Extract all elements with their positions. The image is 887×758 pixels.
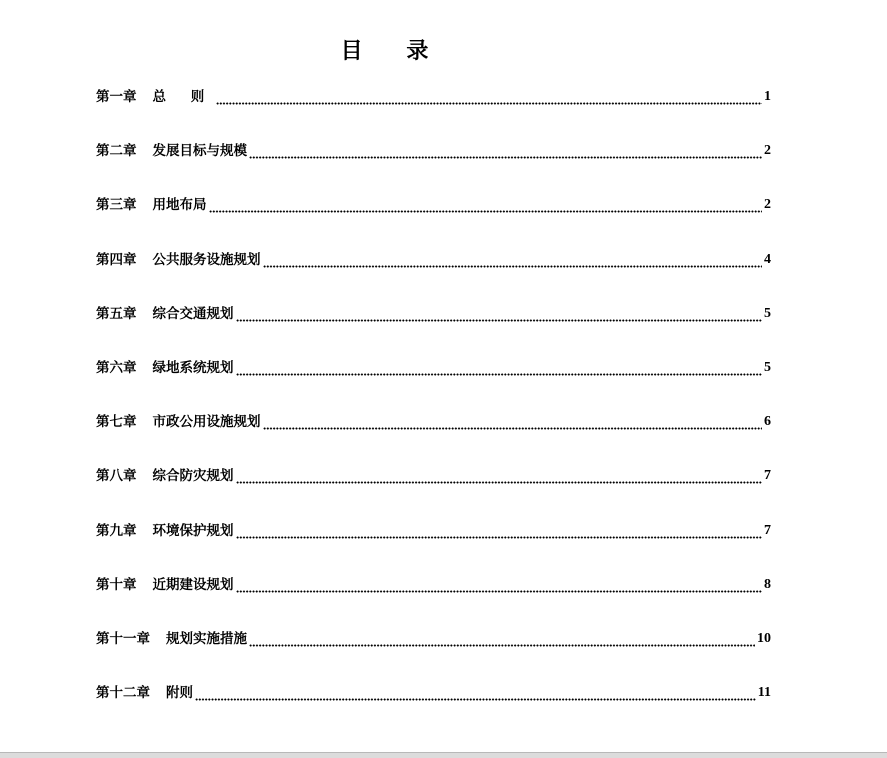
toc-chapter-number: 第八章	[96, 468, 137, 485]
toc-chapter-number: 第九章	[96, 522, 137, 539]
toc-entry-9[interactable]	[96, 518, 771, 572]
toc-entry-4[interactable]	[96, 247, 771, 301]
toc-chapter-number: 第二章	[96, 143, 137, 160]
toc-chapter-name: 发展目标与规模	[152, 143, 247, 160]
dot-leader	[209, 192, 763, 218]
toc-chapter-number: 第四章	[96, 251, 137, 268]
toc-entry-7[interactable]	[96, 409, 771, 463]
toc-chapter-name: 环境保护规划	[152, 522, 234, 539]
toc-entry-11[interactable]	[96, 626, 771, 680]
toc-page-number: 7	[764, 522, 771, 538]
toc-page-number: 5	[764, 359, 771, 375]
toc-page-number: 6	[764, 414, 771, 430]
toc-chapter-number: 第六章	[96, 359, 137, 376]
dot-leader	[216, 84, 762, 110]
toc-chapter-number: 第三章	[96, 197, 137, 214]
dot-leader	[249, 138, 762, 164]
toc-chapter-name: 规划实施措施	[166, 630, 247, 647]
dot-leader	[195, 680, 756, 706]
toc-chapter-name: 公共服务设施规划	[152, 251, 261, 268]
dot-leader	[249, 626, 755, 652]
toc-page-number: 2	[764, 197, 771, 213]
toc-page-number: 4	[764, 251, 771, 267]
toc-entry-3[interactable]	[96, 192, 771, 246]
dot-leader	[263, 247, 763, 273]
toc-chapter-number: 第十章	[96, 576, 137, 593]
toc-page-number: 5	[764, 305, 771, 321]
dot-leader	[236, 301, 763, 327]
toc-page-number: 10	[757, 630, 771, 646]
toc-chapter-number: 第十一章	[96, 630, 150, 647]
toc-list	[96, 84, 771, 734]
toc-chapter-name: 综合防灾规划	[152, 468, 234, 485]
dot-leader	[236, 518, 763, 544]
toc-chapter-name: 总 则	[152, 89, 215, 105]
toc-page-number: 8	[764, 576, 771, 592]
toc-chapter-name: 附则	[166, 685, 193, 702]
dot-leader	[236, 355, 763, 381]
toc-chapter-name: 用地布局	[152, 197, 207, 214]
toc-entry-6[interactable]	[96, 355, 771, 409]
toc-chapter-number: 第十二章	[96, 685, 150, 702]
toc-entry-2[interactable]	[96, 138, 771, 192]
toc-entry-1[interactable]	[96, 84, 771, 138]
toc-page-number: 7	[764, 468, 771, 484]
dot-leader	[236, 463, 763, 489]
toc-entry-8[interactable]	[96, 463, 771, 517]
dot-leader	[263, 409, 763, 435]
viewer-bottom-edge	[0, 752, 887, 758]
toc-chapter-number: 第一章	[96, 89, 137, 105]
toc-entry-10[interactable]	[96, 572, 771, 626]
toc-chapter-number: 第五章	[96, 305, 137, 322]
toc-chapter-name: 近期建设规划	[152, 576, 234, 593]
dot-leader	[236, 572, 763, 598]
toc-page-number: 2	[764, 143, 771, 159]
toc-entry-5[interactable]	[96, 301, 771, 355]
toc-chapter-name: 综合交通规划	[152, 305, 234, 322]
toc-page-number: 11	[757, 685, 771, 701]
toc-chapter-number: 第七章	[96, 414, 137, 431]
toc-chapter-name: 市政公用设施规划	[152, 414, 261, 431]
toc-page-number: 1	[764, 89, 771, 104]
toc-title: 目 录	[340, 39, 447, 64]
toc-entry-12[interactable]	[96, 680, 771, 734]
toc-chapter-name: 绿地系统规划	[152, 359, 234, 376]
